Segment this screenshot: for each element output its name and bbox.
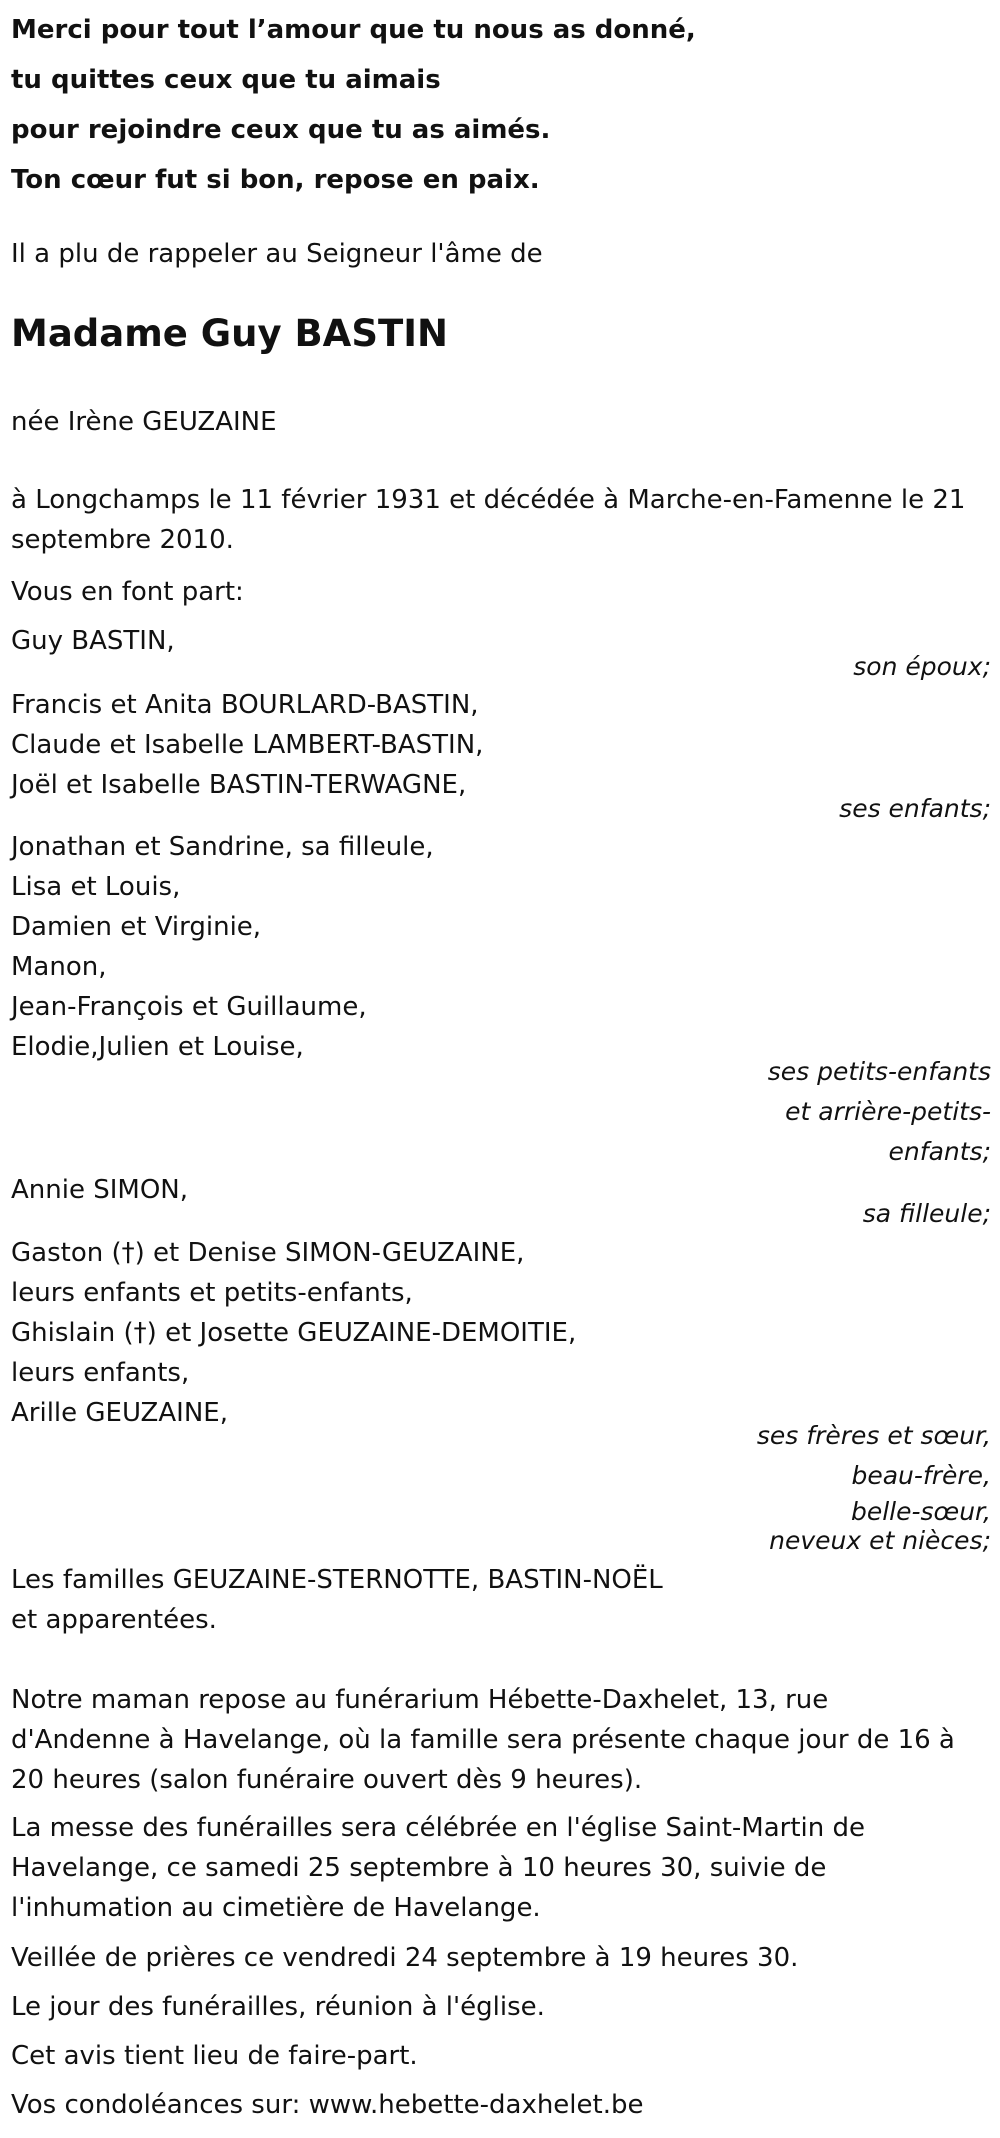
family-line: Jean-François et Guillaume, [11,992,367,1022]
family-line: Les familles GEUZAINE-STERNOTTE, BASTIN-NOËL [11,1565,663,1595]
grandchildren-relation [691,1052,991,1172]
relation-line: ses frères et sœur, [756,1421,991,1450]
intro-text: Il a plu de rappeler au Seigneur l'âme de [11,239,543,269]
relation-line: ses petits-enfants [767,1057,991,1086]
announcement-label: Vous en font part: [11,577,244,607]
info-line: d'Andenne à Havelange, où la famille sera présente chaque jour de 16 à [11,1725,955,1755]
condolences-text: Vos condoléances sur: www.hebette-daxhelet.be [11,2090,644,2120]
children-group [11,685,991,805]
info-line: La messe des funérailles sera célébrée en l'église Saint-Martin de [11,1813,865,1843]
meeting-text: Le jour des funérailles, réunion à l'église. [11,1992,545,2022]
family-line: Claude et Isabelle LAMBERT-BASTIN, [11,730,484,760]
relation-line: enfants; [888,1137,991,1166]
dates-line: à Longchamps le 11 février 1931 et décédée à Marche-en-Famenne le 21 [11,485,966,515]
poem-line: Merci pour tout l’amour que tu nous as donné, [11,15,696,45]
siblings-group [11,1233,991,1433]
poem-line: Ton cœur fut si bon, repose en paix. [11,165,540,195]
family-line: Annie SIMON, [11,1175,189,1205]
siblings-relation [691,1416,991,1554]
family-line: Francis et Anita BOURLARD-BASTIN, [11,690,479,720]
relation-line: et arrière-petits- [785,1097,991,1126]
poem-line: tu quittes ceux que tu aimais [11,65,441,95]
notice-text: Cet avis tient lieu de faire-part. [11,2041,418,2071]
family-line: Gaston (†) et Denise SIMON-GEUZAINE, [11,1238,525,1268]
children-relation: ses enfants; [839,794,991,823]
birth-death-dates [11,480,991,560]
relation-line: neveux et nièces; [769,1526,991,1555]
family-line: leurs enfants et petits-enfants, [11,1278,413,1308]
family-line: Elodie,Julien et Louise, [11,1032,304,1062]
family-line: Jonathan et Sandrine, sa filleule, [11,832,434,862]
family-line: Joël et Isabelle BASTIN-TERWAGNE, [11,770,467,800]
poem-line: pour rejoindre ceux que tu as aimés. [11,115,551,145]
family-line: Damien et Virginie, [11,912,262,942]
deceased-name: Madame Guy BASTIN [11,312,448,355]
dates-line: septembre 2010. [11,525,234,555]
family-line: Lisa et Louis, [11,872,181,902]
family-line: leurs enfants, [11,1358,190,1388]
vigil-text: Veillée de prières ce vendredi 24 septembre à 19 heures 30. [11,1943,799,1973]
family-line: Manon, [11,952,107,982]
info-line: Notre maman repose au funérarium Hébette-Daxhelet, 13, rue [11,1685,829,1715]
relation-line: belle-sœur, [850,1497,991,1526]
other-families [11,1560,991,1640]
family-line: et apparentées. [11,1605,217,1635]
goddaughter-relation: sa filleule; [862,1199,991,1228]
info-line: Havelange, ce samedi 25 septembre à 10 heures 30, suivie de [11,1853,827,1883]
relation-line: beau-frère, [851,1461,991,1490]
funerarium-paragraph [11,1680,991,1800]
info-line: l'inhumation au cimetière de Havelange. [11,1893,541,1923]
poem [11,5,991,205]
grandchildren-group [11,827,991,1067]
family-line: Ghislain (†) et Josette GEUZAINE-DEMOITIE, [11,1318,577,1348]
family-line: Guy BASTIN, [11,626,175,656]
spouse-relation: son époux; [853,652,991,681]
mass-paragraph [11,1808,991,1928]
family-line: Arille GEUZAINE, [11,1398,228,1428]
info-line: 20 heures (salon funéraire ouvert dès 9 heures). [11,1765,643,1795]
born-name: née Irène GEUZAINE [11,407,277,437]
